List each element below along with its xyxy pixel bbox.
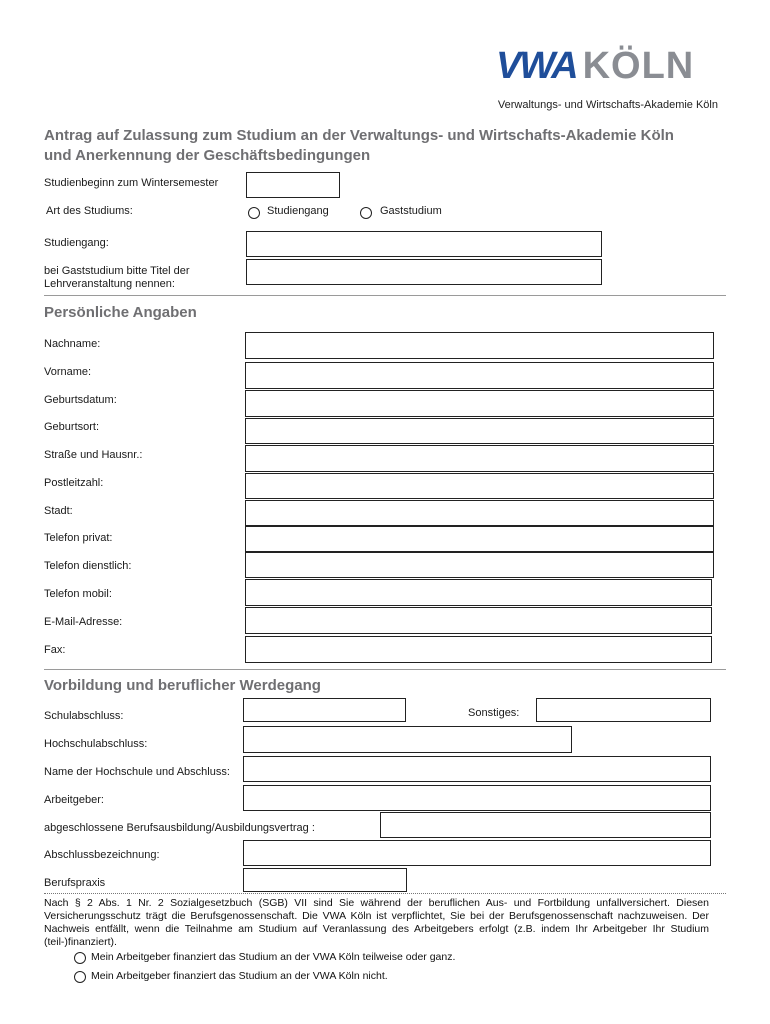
vwa-koeln-logo	[496, 45, 695, 87]
university-name-input[interactable]	[243, 756, 711, 782]
phone-private-input[interactable]	[245, 526, 714, 552]
divider	[44, 893, 726, 894]
email-label: E-Mail-Adresse:	[44, 616, 123, 628]
other-label: Sonstiges:	[468, 707, 520, 719]
street-input[interactable]	[245, 445, 714, 472]
guest-course-label-line-2: Lehrveranstaltung nennen:	[44, 278, 175, 290]
lastname-label: Nachname:	[44, 338, 101, 350]
guest-course-input[interactable]	[246, 259, 602, 285]
birthdate-label: Geburtsdatum:	[44, 394, 117, 406]
phone-mobile-label: Telefon mobil:	[44, 588, 112, 600]
street-label: Straße und Hausnr.:	[44, 449, 143, 461]
school-degree-input[interactable]	[243, 698, 406, 722]
university-name-label: Name der Hochschule und Abschluss:	[44, 766, 230, 778]
university-degree-input[interactable]	[243, 726, 572, 753]
page-title	[44, 126, 734, 166]
birthdate-input[interactable]	[245, 390, 714, 417]
lastname-input[interactable]	[245, 332, 714, 359]
vocational-training-label: abgeschlossene Berufsausbildung/Ausbildungsvertrag :	[44, 822, 315, 834]
phone-work-label: Telefon dienstlich:	[44, 560, 132, 572]
logo-city-text: KÖLN	[582, 45, 695, 87]
radio-guest-study[interactable]	[360, 207, 372, 219]
fax-input[interactable]	[245, 636, 712, 663]
page-title-line-1: Antrag auf Zulassung zum Studium an der Verwaltungs- und Wirtschafts-Akademie Köln	[44, 127, 674, 144]
fax-label: Fax:	[44, 644, 66, 656]
phone-work-input[interactable]	[245, 552, 714, 578]
phone-private-label: Telefon privat:	[44, 532, 113, 544]
radio-employer-not-finances[interactable]	[74, 971, 86, 983]
firstname-label: Vorname:	[44, 366, 92, 378]
guest-course-label-line-1: bei Gaststudium bitte Titel der	[44, 265, 190, 277]
employer-input[interactable]	[243, 785, 711, 811]
academy-subtitle: Verwaltungs- und Wirtschafts-Akademie Köln	[497, 99, 718, 111]
radio-guest-study-label: Gaststudium	[380, 205, 442, 217]
divider	[44, 669, 726, 670]
school-degree-label: Schulabschluss:	[44, 710, 124, 722]
program-label: Studiengang:	[44, 237, 109, 249]
study-type-label: Art des Studiums:	[46, 205, 133, 217]
study-start-input[interactable]	[246, 172, 340, 198]
divider	[44, 295, 726, 296]
radio-degree-program[interactable]	[248, 207, 260, 219]
work-experience-input[interactable]	[243, 868, 407, 892]
birthplace-input[interactable]	[245, 418, 714, 444]
education-heading: Vorbildung und beruflicher Werdegang	[44, 677, 321, 694]
program-input[interactable]	[246, 231, 602, 257]
insurance-notice: Nach § 2 Abs. 1 Nr. 2 Sozialgesetzbuch (SGB) VII sind Sie während der beruflichen Aus- und Fortbildung unfallversichert. Diesen Versicherungsschutz trägt die Berufsgenossenschaft. Die VWA Köln ist verpflichtet, Sie bei der Berufsgenossenschaft nachzuweisen. Der Nachweis entfällt, wenn die Teilnahme am Studium auf Veranlassung des Arbeitgebers erfolgt (z.B. indem Ihr Arbeitgeber Ihr Studium (teil-)finanziert).	[44, 897, 709, 948]
study-start-label: Studienbeginn zum Wintersemester	[44, 177, 219, 189]
radio-employer-not-finances-label: Mein Arbeitgeber finanziert das Studium an der VWA Köln nicht.	[91, 970, 388, 982]
email-input[interactable]	[245, 607, 712, 634]
postcode-label: Postleitzahl:	[44, 477, 104, 489]
qualification-title-label: Abschlussbezeichnung:	[44, 849, 160, 861]
personal-heading: Persönliche Angaben	[44, 304, 197, 321]
other-input[interactable]	[536, 698, 711, 722]
university-degree-label: Hochschulabschluss:	[44, 738, 148, 750]
logo-vwa-text: VWA	[496, 45, 577, 87]
page-title-line-2: und Anerkennung der Geschäftsbedingungen	[44, 147, 371, 164]
guest-course-label	[44, 265, 190, 291]
city-label: Stadt:	[44, 505, 73, 517]
work-experience-label: Berufspraxis	[44, 877, 106, 889]
vocational-training-input[interactable]	[380, 812, 711, 838]
radio-employer-finances-label: Mein Arbeitgeber finanziert das Studium an der VWA Köln teilweise oder ganz.	[91, 951, 456, 963]
employer-label: Arbeitgeber:	[44, 794, 104, 806]
radio-degree-program-label: Studiengang	[267, 205, 329, 217]
postcode-input[interactable]	[245, 473, 714, 499]
qualification-title-input[interactable]	[243, 840, 711, 866]
firstname-input[interactable]	[245, 362, 714, 389]
phone-mobile-input[interactable]	[245, 579, 712, 606]
city-input[interactable]	[245, 500, 714, 526]
radio-employer-finances[interactable]	[74, 952, 86, 964]
birthplace-label: Geburtsort:	[44, 421, 100, 433]
